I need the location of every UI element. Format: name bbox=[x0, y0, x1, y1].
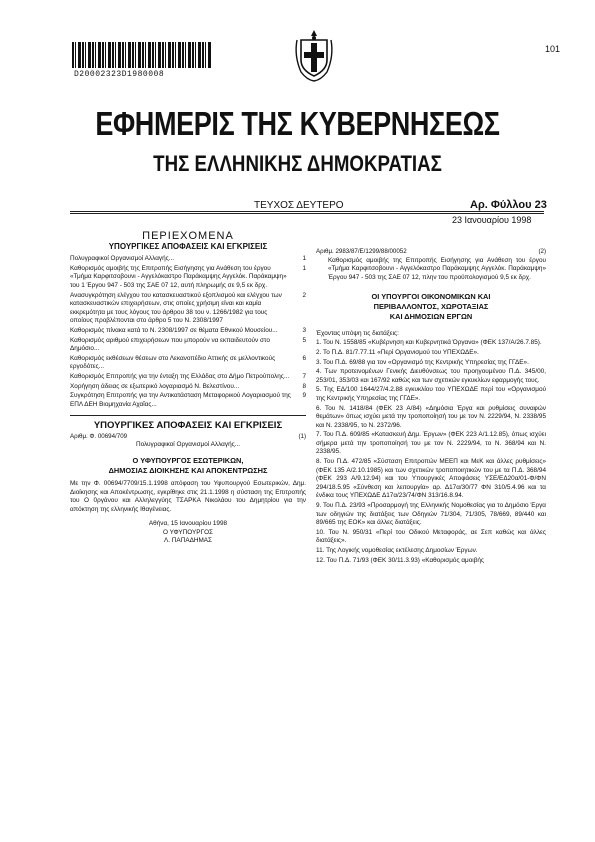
gazette-title: ΕΦΗΜΕΡΙΣ ΤΗΣ ΚΥΒΕΡΝΗΣΕΩΣ bbox=[95, 105, 500, 142]
legal-basis-item: 9. Του Π.Δ. 23/93 «Προσαρμογή της Ελληνικής Νομοθεσίας για το Δημόσιο Έργα των οδηγιών της διατάξεις των Οδηγιών 71/304, 71/305, 78/669, 89/440 και 89/665 της ΕΟΚ» και άλλες διατάξεις. bbox=[316, 502, 546, 527]
header-rule bbox=[70, 213, 544, 214]
issue-date: 23 Ιανουαρίου 1998 bbox=[452, 215, 532, 225]
minister-heading: Ο ΥΦΥΠΟΥΡΓΟΣ ΕΣΩΤΕΡΙΚΩΝ, ΔΗΜΟΣΙΑΣ ΔΙΟΙΚΗΣΗΣ ΚΑΙ ΑΠΟΚΕΝΤΡΩΣΗΣ bbox=[108, 456, 268, 476]
decision-body: Με την Φ. 00694/7709/15.1.1998 απόφαση του Υφυπουργού Εσωτερικών, Δημ. Διοίκησης και Αποκέντρωσης, εγκρίθηκε στις 21.1.1998 η σύσταση της Επιτροπής του Ο 0ργάνου και Αλληλεγγύης ΤΣΑΡΚΑ Νικολάου του Δημητρίου για την απόκτηση της ελληνικής Ιθαγένειας. bbox=[70, 480, 306, 513]
contents-title: ΠΕΡΙΕΧΟΜΕΝΑ bbox=[142, 230, 234, 242]
legal-basis-item: 3. Του Π.Δ. 69/88 για τον «Οργανισμό της Κεντρικής Υπηρεσίας της ΓΓΔΕ». bbox=[316, 358, 529, 366]
contents-item: Πολυγραφικοί Οργανισμοί Αλλαγής... 1 bbox=[70, 255, 306, 263]
contents-item: Καθορισμός αμοιβής της Επιτροπής Εισήγησης για Ανάθεση του έργου «Τμήμα Καρφιτσοβουνι - Αγγελόκαστρο Παράκαμψης Αγγελόκ. Παράκαμψη» του 1 Έργου 947 - 503 της ΣΑΕ 07 12, αυτή πληρωμής σε 9,5 εκ δρχ. 1 bbox=[70, 264, 306, 289]
greek-coat-of-arms-icon bbox=[293, 26, 335, 84]
legal-basis-item: 7. Του Π.Δ. 609/85 «Κατασκευή Δημ. Έργων» (ΦΕΚ 223 Α/1.12.85), όπως ισχύει σήμερα μετά την τροποποίησή του με τον Ν. 2229/94, το Ν. 368/94 και Ν. 2338/95. bbox=[316, 431, 546, 456]
header-rule bbox=[70, 211, 544, 212]
barcode bbox=[72, 42, 212, 68]
legal-basis-item: 11. Της Λογικής νομοθεσίας εκτέλεσης Δημοσίων Έργων. bbox=[316, 547, 478, 555]
decision-subject: Πολυγραφικοί Οργανισμοί Αλλαγής... bbox=[135, 441, 241, 449]
signatory-title: Ο ΥΦΥΠΟΥΡΓΟΣ bbox=[162, 528, 214, 536]
issue-number: Αρ. Φύλλου 23 bbox=[470, 199, 547, 211]
contents-item: Συγκρότηση Επιτροπής για την Αντικατάσταση Μεταφορικού Λογαριασμού της ΕΠΛ ΔΕΗ Βιομηχανία Αχαΐας... 9 bbox=[70, 392, 306, 408]
legal-basis-item: 2. Το Π.Δ. 81/7.77.11 «Περί Οργανισμού του ΥΠΕΧΩΔΕ». bbox=[316, 348, 479, 356]
contents-subtitle: ΥΠΟΥΡΓΙΚΕΣ ΑΠΟΦΑΣΕΙΣ ΚΑΙ ΕΓΚΡΙΣΕΙΣ bbox=[108, 241, 268, 251]
left-column bbox=[70, 232, 306, 546]
place-date: Αθήνα, 15 Ιανουαρίου 1998 bbox=[148, 520, 228, 528]
gazette-subtitle: ΤΗΣ ΕΛΛΗΝΙΚΗΣ ΔΗΜΟΚΡΑΤΙΑΣ bbox=[153, 151, 442, 176]
legal-basis-item: 5. Της ΕΔ/100 1644/27/4.2.88 εγκυκλίου του ΥΠΕΧΩΔΕ περί του «Οργανισμού της Κεντρικής Υπηρεσίας της ΓΓΔΕ». bbox=[316, 386, 546, 402]
legal-basis-item: 8. Του Π.Δ. 472/85 «Σύσταση Επιτροπών ΜΕΕΠ και ΜεΚ και άλλες ρυθμίσεις» (ΦΕΚ 135 Α/2.10.1985) και των σχετικών τροποποιητικών του με τα Π.Δ. 368/94 (ΦΕΚ 293 Α/9.12.94) και του Υπουργικές Αποφάσεις ΥΣΕ/ΕΔ20α/01-Φ/ΦΝ 294/18.5.95 «Σύνθεση και λειτουργία» αρ. Δ17α/30/77 ΦΝ 310/5.4.96 και τα ένδικα τους ΥΠΕΧΩΔΕ Δ17α/23/74/ΦΝ 313/16.8.94. bbox=[316, 458, 546, 500]
contents-item: Χορήγηση άδειας σε εξωτερικό λογαριασμό Ν. Βελεστίνου... 8 bbox=[70, 382, 306, 390]
page-number: 101 bbox=[545, 44, 561, 54]
legal-basis-item: 4. Των προτεινομένων Γενικής Διευθύνσεως του προηγουμένου Π.Δ. 345/00, 253/01, 353/03 και 167/92 καθώς και των σχετικών εγκυκλίων εφαρμογής τους. bbox=[316, 368, 546, 384]
section-divider bbox=[70, 415, 306, 416]
intro-text: Έχοντας υπόψη τις διατάξεις: bbox=[316, 329, 399, 337]
legal-basis-item: 10. Του Ν. 950/31 «Περί του Οδικού Μεταφοράς, αε Σεπ καθώς και άλλες διατάξεις». bbox=[316, 528, 546, 545]
contents-item: Καθορισμός αριθμού επιχειρήσεων που μπορούν να εκπαιδευτούν στο Δημόσιο... 5 bbox=[70, 336, 306, 353]
signature-block bbox=[70, 520, 306, 545]
contents-item: Καθορισμός εκθέσεων θέσεων στο Λεκανοπέδιο Αττικής σε μελλοντικούς εργοδότες... 6 bbox=[70, 354, 306, 371]
contents-item: Ανασυγκρότηση ελέγχου του κατασκευαστικού εξοπλισμού και ελέγχου των κατασκευαστικών επιχειρήσεων, στις οποίες χρήσιμη είναι και καμία εκκρεμότητα με τους λόγους του άρθρου 38 του ν. 1266/1982 για τους οποίους προβλέπονται στο άρθρο 5 του Ν. 2308/1997 2 bbox=[70, 291, 306, 325]
ministers-heading: ΟΙ ΥΠΟΥΡΓΟΙ ΟΙΚΟΝΟΜΙΚΩΝ ΚΑΙ ΠΕΡΙΒΑΛΛΟΝΤΟΣ, ΧΩΡΟΤΑΞΙΑΣ ΚΑΙ ΔΗΜΟΣΙΩΝ ΕΡΓΩΝ bbox=[371, 292, 491, 321]
right-column bbox=[316, 248, 546, 566]
signatory-name: Λ. ΠΑΠΑΔΗΜΑΣ bbox=[164, 537, 212, 545]
contents-list bbox=[70, 255, 306, 409]
decision-subject: Καθορισμός αμοιβής της Επιτροπής Εισήγησης για Ανάθεση του έργου «Τμήμα Καρφιτσοβουνι - Αγγελόκαστρο Παράκαμψης Αγγελόκ. Παράκαμψη» Έργου 947 - 503 της ΣΑΕ 07 12, πλην του προϋπολογισμού 9,5 εκ δρχ. bbox=[328, 256, 546, 281]
issue-series: ΤΕΥΧΟΣ ΔΕΥΤΕΡΟ bbox=[254, 200, 344, 211]
decision-ref: Αριθμ. Φ. 00694/709 (1) bbox=[70, 432, 306, 440]
contents-item: Καθορισμός Επιτροπής για την ένταξη της Ελλάδας στο Δήμο Πετρούπολης... 7 bbox=[70, 372, 306, 380]
contents-item: Καθορισμός πίνακα κατά το Ν. 2308/1997 σε θέματα Εθνικού Μουσείου... 3 bbox=[70, 326, 306, 334]
decision-section-title: ΥΠΟΥΡΓΙΚΕΣ ΑΠΟΦΑΣΕΙΣ ΚΑΙ ΕΓΚΡΙΣΕΙΣ bbox=[93, 420, 283, 432]
legal-basis-item: 6. Του Ν. 1418/84 (ΦΕΚ 23 Α/84) «Δημόσια Έργα και ρυθμίσεις συναφών θεμάτων» όπως ισχύει μετά την τροποποίησή του με τον Ν. 2229/94, Ν. 2338/95 και Ν. 2338/95, το Ν. 2372/96. bbox=[316, 404, 546, 429]
barcode-number: D20002323D1980008 bbox=[74, 70, 165, 79]
decision-ref: Αριθμ. 2983/87/Ε/1299/88/00052 (2) bbox=[316, 248, 546, 255]
legal-basis-item: 1. Του Ν. 1558/85 «Κυβέρνηση και Κυβερνητικά Όργανα» (ΦΕΚ 137/Α/26.7.85). bbox=[316, 339, 542, 347]
legal-basis-item: 12. Του Π.Δ. 71/93 (ΦΕΚ 30/11.3.93) «Καθορισμός αμοιβής bbox=[316, 556, 485, 564]
